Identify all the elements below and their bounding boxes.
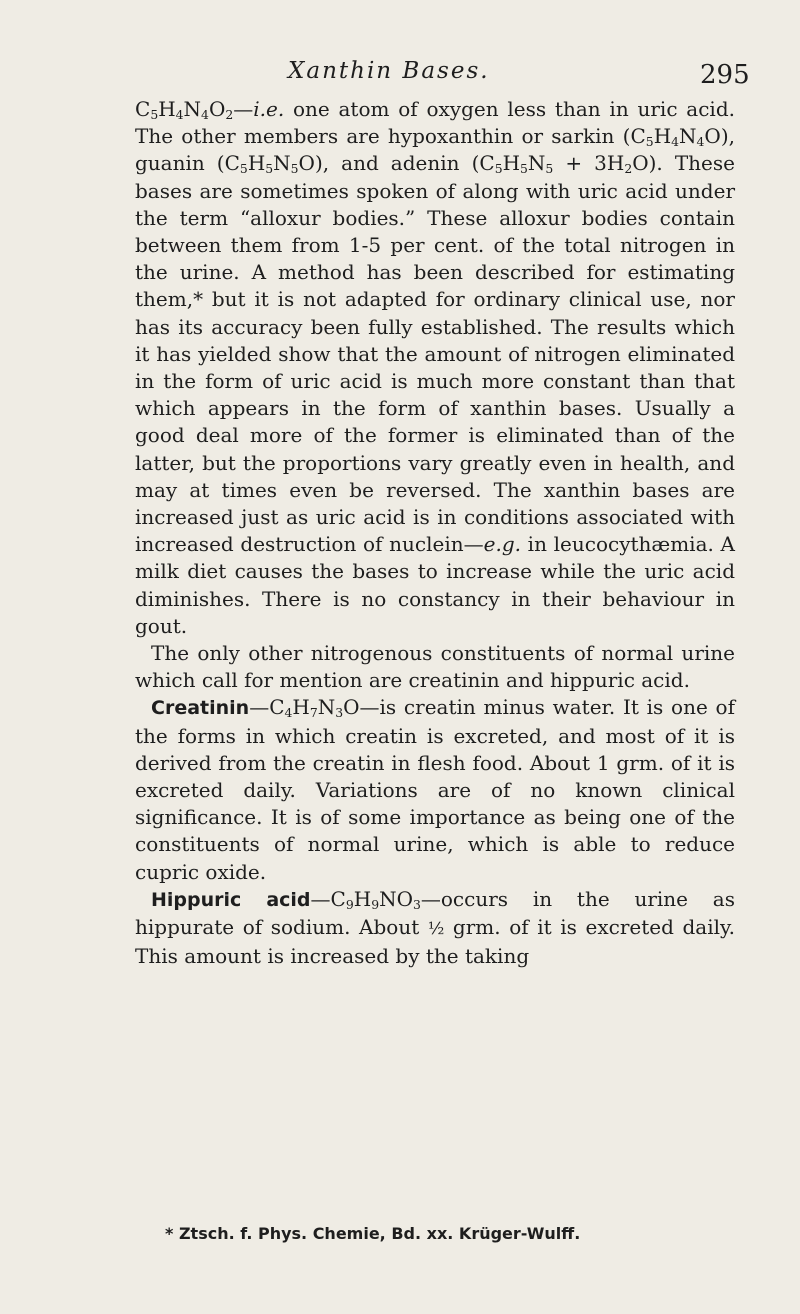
formula-text: O bbox=[343, 695, 360, 720]
formula-text: O bbox=[298, 151, 315, 176]
subscript: 5 bbox=[150, 107, 159, 123]
formula-text: C bbox=[330, 886, 346, 911]
subscript: 4 bbox=[696, 134, 705, 150]
subscript: 3 bbox=[413, 896, 421, 912]
subscript: 9 bbox=[345, 896, 354, 912]
text-run: ), guanin ( bbox=[135, 124, 735, 176]
formula-text: + 3H bbox=[553, 151, 625, 176]
abbreviation-eg: e.g. bbox=[483, 532, 521, 557]
formula-text: C bbox=[269, 695, 285, 720]
text-run: ). These bases are sometimes spoken of along with uric acid under the term “alloxur bodies.” These alloxur bodies contain between them from 1-5 per cent. of the total nitrogen in the urine. A method has been described for estimating them,* but it is not adapted for ordinary clinical use, nor has its accuracy been fully established. The results which it has yielded show that the amount of nitrogen eliminated in the form of uric acid is much more constant than that which appears in the form of xanthin bases. Usually a good deal more of the former is eliminated than of the latter, but the proportions vary greatly even in health, and may at times even be reversed. The xanthin bases are increased just as uric acid is in conditions associated with increased destruction of nuclein— bbox=[135, 151, 735, 557]
page-number: 295 bbox=[700, 60, 750, 90]
subscript: 2 bbox=[225, 107, 234, 123]
formula-text: N bbox=[527, 151, 546, 176]
formula-text: O bbox=[208, 97, 226, 121]
term-hippuric-acid: Hippuric acid bbox=[151, 888, 311, 911]
subscript: 5 bbox=[494, 161, 503, 177]
formula-text: H bbox=[247, 151, 266, 176]
text-run: in leucocythæmia. A milk diet causes the bases to increase while the uric acid diminishes. There is no constancy in their behaviour in gout. bbox=[135, 532, 735, 638]
text-run: —is creatin minus water. It is one of the forms in which creatin is excreted, and most of it is derived from the creatin in flesh food. About 1 grm. of it is excreted daily. Variations are of no known clinical significance. It is of some importance as being one of the constituents of normal urine, which is able to reduce cupric oxide. bbox=[135, 695, 735, 884]
footnote: * Ztsch. f. Phys. Chemie, Bd. xx. Krüger-Wulff. bbox=[165, 1224, 581, 1243]
text-run: ), and adenin ( bbox=[314, 151, 480, 176]
subscript: 3 bbox=[335, 705, 344, 721]
paragraph-hippuric-acid bbox=[135, 886, 735, 971]
subscript: 4 bbox=[671, 134, 680, 150]
subscript: 5 bbox=[265, 161, 274, 177]
formula-text: C bbox=[224, 151, 240, 176]
formula-text: N bbox=[317, 695, 336, 720]
abbreviation-ie: i.e. bbox=[253, 97, 285, 121]
formula-text: NO bbox=[379, 886, 413, 911]
subscript: 5 bbox=[290, 161, 299, 177]
formula-text: C bbox=[135, 97, 151, 121]
formula-text: H bbox=[292, 695, 310, 720]
subscript: 5 bbox=[239, 161, 248, 177]
formula-text: N bbox=[183, 97, 202, 121]
subscript: 5 bbox=[520, 161, 528, 177]
formula-text: H bbox=[502, 151, 521, 176]
dash: — bbox=[249, 695, 270, 720]
body-text bbox=[135, 96, 735, 971]
paragraph-other-constituents: The only other nitrogenous constituents of normal urine which call for mention are creatinin and hippuric acid. bbox=[135, 641, 735, 693]
text-run: one atom of oxygen less than in uric acid. The other members are hypoxanthin or sarkin ( bbox=[135, 97, 735, 149]
dash: — bbox=[233, 97, 254, 121]
subscript: 5 bbox=[645, 134, 654, 150]
formula-text: N bbox=[679, 124, 697, 149]
subscript: 7 bbox=[309, 705, 318, 721]
page-header bbox=[0, 58, 800, 98]
text-run: grm. of it is excreted daily. This amount is increased by the taking bbox=[135, 915, 736, 969]
subscript: 4 bbox=[284, 705, 293, 721]
text-run: —occurs in the urine as hippurate of sodium. About bbox=[135, 886, 735, 940]
formula-text: O bbox=[704, 124, 721, 149]
formula-text: C bbox=[630, 124, 646, 149]
dash: — bbox=[310, 886, 331, 911]
formula-text: H bbox=[158, 97, 176, 121]
formula-text: O bbox=[632, 151, 649, 176]
term-creatinin: Creatinin bbox=[151, 697, 250, 720]
paragraph-xanthin-bases bbox=[135, 96, 735, 640]
paragraph-creatinin bbox=[135, 694, 735, 885]
subscript: 4 bbox=[175, 107, 184, 123]
subscript: 4 bbox=[201, 107, 209, 123]
fraction-half: ½ bbox=[427, 919, 445, 940]
subscript: 5 bbox=[545, 161, 554, 177]
subscript: 2 bbox=[624, 161, 633, 177]
formula-text: N bbox=[273, 151, 291, 176]
formula-text: C bbox=[479, 151, 495, 176]
formula-text: H bbox=[353, 886, 372, 911]
running-title: Xanthin Bases. bbox=[288, 58, 490, 84]
subscript: 9 bbox=[371, 896, 380, 912]
formula-text: H bbox=[653, 124, 672, 149]
